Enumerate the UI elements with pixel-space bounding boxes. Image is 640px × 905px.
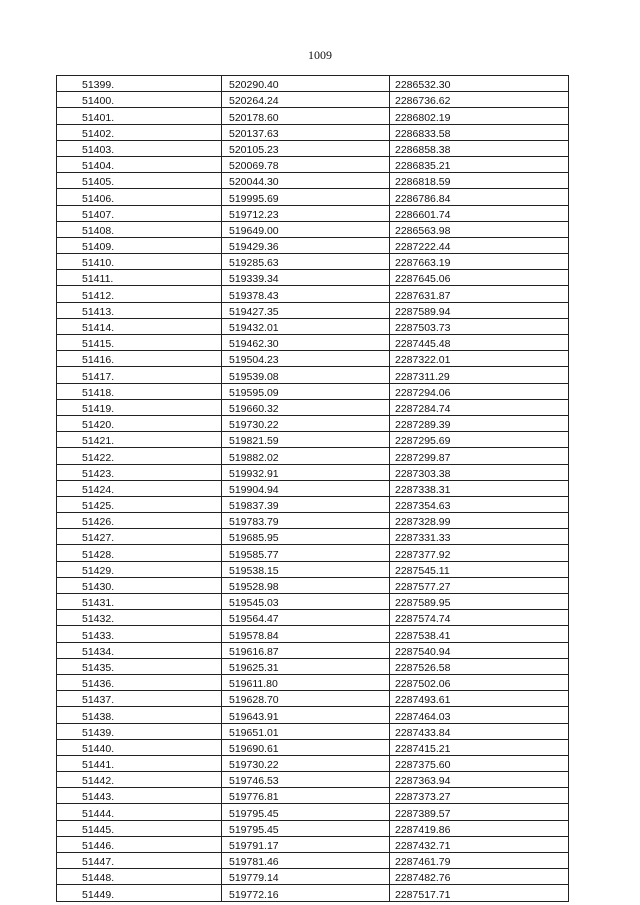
y-coordinate-cell: 2287663.19 [390,254,569,270]
table-row [57,383,569,399]
y-coordinate-cell: 2287377.92 [390,545,569,561]
table-row [57,432,569,448]
x-coordinate-cell: 519904.94 [222,480,390,496]
point-number-cell: 51434. [57,642,222,658]
y-coordinate-cell: 2287322.01 [390,351,569,367]
point-number-cell: 51441. [57,755,222,771]
y-coordinate-cell: 2287540.94 [390,642,569,658]
point-number-cell: 51422. [57,448,222,464]
table-row [57,448,569,464]
x-coordinate-cell: 519628.70 [222,691,390,707]
x-coordinate-cell: 519795.45 [222,804,390,820]
point-number-cell: 51415. [57,335,222,351]
point-number-cell: 51445. [57,820,222,836]
x-coordinate-cell: 519730.22 [222,415,390,431]
point-number-cell: 51404. [57,156,222,172]
x-coordinate-cell: 519539.08 [222,367,390,383]
x-coordinate-cell: 519616.87 [222,642,390,658]
y-coordinate-cell: 2287419.86 [390,820,569,836]
y-coordinate-cell: 2287375.60 [390,755,569,771]
point-number-cell: 51400. [57,92,222,108]
y-coordinate-cell: 2287503.73 [390,318,569,334]
x-coordinate-cell: 519779.14 [222,869,390,885]
point-number-cell: 51416. [57,351,222,367]
x-coordinate-cell: 519649.00 [222,221,390,237]
table-row [57,577,569,593]
x-coordinate-cell: 519746.53 [222,772,390,788]
x-coordinate-cell: 519528.98 [222,577,390,593]
y-coordinate-cell: 2287526.58 [390,658,569,674]
table-row [57,221,569,237]
x-coordinate-cell: 519504.23 [222,351,390,367]
y-coordinate-cell: 2287577.27 [390,577,569,593]
point-number-cell: 51425. [57,496,222,512]
x-coordinate-cell: 519578.84 [222,626,390,642]
coordinate-table [56,75,569,902]
y-coordinate-cell: 2287502.06 [390,674,569,690]
table-body [57,76,569,902]
point-number-cell: 51424. [57,480,222,496]
table-row [57,658,569,674]
x-coordinate-cell: 519712.23 [222,205,390,221]
y-coordinate-cell: 2287284.74 [390,399,569,415]
x-coordinate-cell: 519538.15 [222,561,390,577]
y-coordinate-cell: 2287574.74 [390,610,569,626]
x-coordinate-cell: 519995.69 [222,189,390,205]
y-coordinate-cell: 2287299.87 [390,448,569,464]
point-number-cell: 51431. [57,594,222,610]
x-coordinate-cell: 520044.30 [222,173,390,189]
table-row [57,399,569,415]
x-coordinate-cell: 520105.23 [222,140,390,156]
x-coordinate-cell: 519643.91 [222,707,390,723]
point-number-cell: 51443. [57,788,222,804]
table-row [57,351,569,367]
x-coordinate-cell: 520137.63 [222,124,390,140]
y-coordinate-cell: 2287545.11 [390,561,569,577]
table-row [57,545,569,561]
x-coordinate-cell: 519837.39 [222,496,390,512]
x-coordinate-cell: 520264.24 [222,92,390,108]
x-coordinate-cell: 519339.34 [222,270,390,286]
table-row [57,189,569,205]
y-coordinate-cell: 2287295.69 [390,432,569,448]
x-coordinate-cell: 519651.01 [222,723,390,739]
table-row [57,739,569,755]
x-coordinate-cell: 519595.09 [222,383,390,399]
y-coordinate-cell: 2287389.57 [390,804,569,820]
y-coordinate-cell: 2287363.94 [390,772,569,788]
table-row [57,626,569,642]
point-number-cell: 51437. [57,691,222,707]
point-number-cell: 51418. [57,383,222,399]
point-number-cell: 51408. [57,221,222,237]
x-coordinate-cell: 520290.40 [222,76,390,92]
table-row [57,723,569,739]
table-row [57,853,569,869]
table-row [57,140,569,156]
point-number-cell: 51419. [57,399,222,415]
point-number-cell: 51423. [57,464,222,480]
point-number-cell: 51447. [57,853,222,869]
y-coordinate-cell: 2286835.21 [390,156,569,172]
table-row [57,885,569,901]
table-row [57,237,569,253]
point-number-cell: 51411. [57,270,222,286]
table-row [57,92,569,108]
x-coordinate-cell: 519625.31 [222,658,390,674]
table-row [57,610,569,626]
x-coordinate-cell: 519378.43 [222,286,390,302]
x-coordinate-cell: 520178.60 [222,108,390,124]
table-row [57,156,569,172]
table-row [57,173,569,189]
y-coordinate-cell: 2287517.71 [390,885,569,901]
table-row [57,254,569,270]
table-row [57,529,569,545]
point-number-cell: 51406. [57,189,222,205]
table-row [57,270,569,286]
y-coordinate-cell: 2286833.58 [390,124,569,140]
table-row [57,674,569,690]
point-number-cell: 51409. [57,237,222,253]
point-number-cell: 51403. [57,140,222,156]
x-coordinate-cell: 519821.59 [222,432,390,448]
point-number-cell: 51420. [57,415,222,431]
x-coordinate-cell: 519690.61 [222,739,390,755]
x-coordinate-cell: 519882.02 [222,448,390,464]
x-coordinate-cell: 519781.46 [222,853,390,869]
y-coordinate-cell: 2286802.19 [390,108,569,124]
x-coordinate-cell: 519564.47 [222,610,390,626]
y-coordinate-cell: 2287482.76 [390,869,569,885]
point-number-cell: 51440. [57,739,222,755]
y-coordinate-cell: 2287328.99 [390,513,569,529]
point-number-cell: 51449. [57,885,222,901]
y-coordinate-cell: 2287589.94 [390,302,569,318]
table-row [57,335,569,351]
y-coordinate-cell: 2286818.59 [390,173,569,189]
point-number-cell: 51426. [57,513,222,529]
point-number-cell: 51401. [57,108,222,124]
table-row [57,755,569,771]
x-coordinate-cell: 519660.32 [222,399,390,415]
x-coordinate-cell: 519685.95 [222,529,390,545]
y-coordinate-cell: 2287464.03 [390,707,569,723]
table-row [57,124,569,140]
point-number-cell: 51412. [57,286,222,302]
table-row [57,415,569,431]
point-number-cell: 51407. [57,205,222,221]
point-number-cell: 51444. [57,804,222,820]
y-coordinate-cell: 2287432.71 [390,836,569,852]
point-number-cell: 51432. [57,610,222,626]
y-coordinate-cell: 2286786.84 [390,189,569,205]
table-row [57,496,569,512]
y-coordinate-cell: 2287303.38 [390,464,569,480]
x-coordinate-cell: 519432.01 [222,318,390,334]
x-coordinate-cell: 519611.80 [222,674,390,690]
point-number-cell: 51433. [57,626,222,642]
page-number: 1009 [308,48,332,62]
point-number-cell: 51446. [57,836,222,852]
table-row [57,205,569,221]
table-row [57,707,569,723]
x-coordinate-cell: 519545.03 [222,594,390,610]
point-number-cell: 51399. [57,76,222,92]
point-number-cell: 51410. [57,254,222,270]
y-coordinate-cell: 2287294.06 [390,383,569,399]
x-coordinate-cell: 519772.16 [222,885,390,901]
table-row [57,286,569,302]
y-coordinate-cell: 2287589.95 [390,594,569,610]
point-number-cell: 51413. [57,302,222,318]
table-row [57,804,569,820]
y-coordinate-cell: 2286532.30 [390,76,569,92]
table-row [57,869,569,885]
table-row [57,480,569,496]
point-number-cell: 51421. [57,432,222,448]
table-row [57,561,569,577]
y-coordinate-cell: 2287415.21 [390,739,569,755]
y-coordinate-cell: 2287631.87 [390,286,569,302]
x-coordinate-cell: 519791.17 [222,836,390,852]
x-coordinate-cell: 519783.79 [222,513,390,529]
y-coordinate-cell: 2287222.44 [390,237,569,253]
y-coordinate-cell: 2287445.48 [390,335,569,351]
x-coordinate-cell: 519932.91 [222,464,390,480]
table-row [57,820,569,836]
y-coordinate-cell: 2287289.39 [390,415,569,431]
y-coordinate-cell: 2287338.31 [390,480,569,496]
point-number-cell: 51414. [57,318,222,334]
y-coordinate-cell: 2287331.33 [390,529,569,545]
x-coordinate-cell: 519776.81 [222,788,390,804]
point-number-cell: 51439. [57,723,222,739]
x-coordinate-cell: 519462.30 [222,335,390,351]
x-coordinate-cell: 519795.45 [222,820,390,836]
y-coordinate-cell: 2287354.63 [390,496,569,512]
x-coordinate-cell: 520069.78 [222,156,390,172]
table-row [57,836,569,852]
point-number-cell: 51438. [57,707,222,723]
y-coordinate-cell: 2287311.29 [390,367,569,383]
y-coordinate-cell: 2286601.74 [390,205,569,221]
table-row [57,302,569,318]
x-coordinate-cell: 519730.22 [222,755,390,771]
y-coordinate-cell: 2286858.38 [390,140,569,156]
x-coordinate-cell: 519429.36 [222,237,390,253]
x-coordinate-cell: 519285.63 [222,254,390,270]
point-number-cell: 51427. [57,529,222,545]
table-row [57,513,569,529]
table-row [57,772,569,788]
x-coordinate-cell: 519427.35 [222,302,390,318]
x-coordinate-cell: 519585.77 [222,545,390,561]
point-number-cell: 51402. [57,124,222,140]
table-row [57,76,569,92]
point-number-cell: 51429. [57,561,222,577]
y-coordinate-cell: 2287645.06 [390,270,569,286]
point-number-cell: 51430. [57,577,222,593]
y-coordinate-cell: 2287373.27 [390,788,569,804]
y-coordinate-cell: 2286563.98 [390,221,569,237]
table-row [57,318,569,334]
table-row [57,594,569,610]
y-coordinate-cell: 2287461.79 [390,853,569,869]
y-coordinate-cell: 2287433.84 [390,723,569,739]
y-coordinate-cell: 2287493.61 [390,691,569,707]
point-number-cell: 51405. [57,173,222,189]
point-number-cell: 51436. [57,674,222,690]
table-row [57,691,569,707]
point-number-cell: 51435. [57,658,222,674]
point-number-cell: 51428. [57,545,222,561]
table-row [57,464,569,480]
point-number-cell: 51417. [57,367,222,383]
y-coordinate-cell: 2286736.62 [390,92,569,108]
y-coordinate-cell: 2287538.41 [390,626,569,642]
table-row [57,108,569,124]
table-row [57,367,569,383]
table-row [57,788,569,804]
table-row [57,642,569,658]
point-number-cell: 51448. [57,869,222,885]
point-number-cell: 51442. [57,772,222,788]
